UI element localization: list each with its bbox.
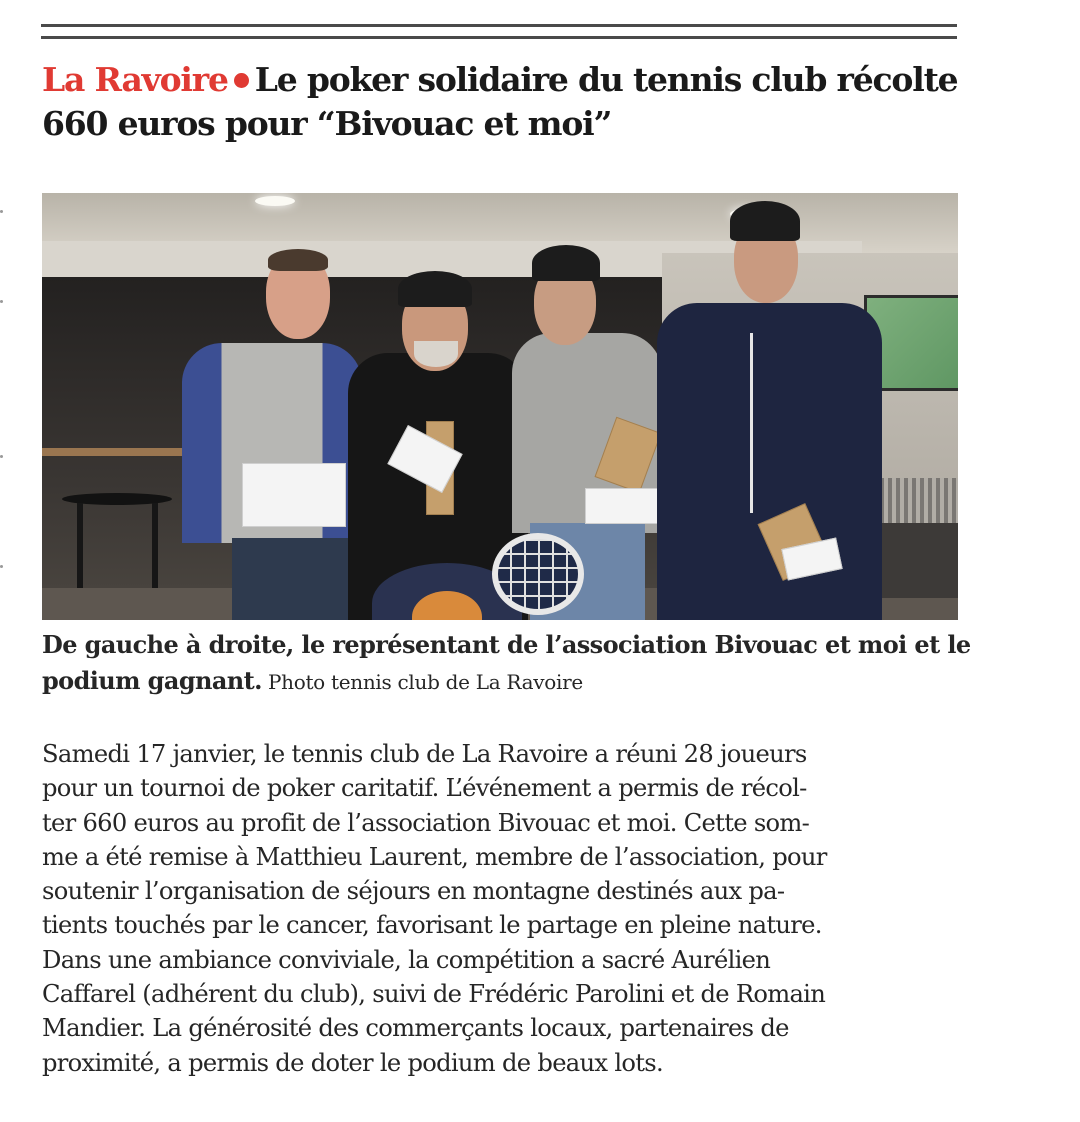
margin-mark [0,300,3,303]
ceiling-light [255,196,295,206]
body-line: tients touchés par le cancer, favorisant le partage en pleine nature. [42,911,822,940]
article-photo [42,193,958,620]
body-line: me a été remise à Matthieu Laurent, membre de l’association, pour [42,842,827,871]
body-line: Caffarel (adhérent du club), suivi de Frédéric Parolini et de Romain [42,980,826,1009]
article-headline [42,58,972,146]
photo-caption: De gauche à droite, le représentant de l’association Bivouac et moi et le podium gagnant. Photo tennis club de La Ravoire [42,630,971,695]
bullet-dot-icon [234,73,249,88]
top-rule-secondary [41,36,957,39]
margin-mark [0,455,3,458]
body-line: Samedi 17 janvier, le tennis club de La Ravoire a réuni 28 joueurs [42,740,807,768]
prize-box [242,463,346,527]
headline-title: Le poker solidaire du tennis club récolte 660 euros pour “Bivouac et moi” [42,60,958,143]
body-line: ter 660 euros au profit de l’association Bivouac et moi. Cette som- [42,808,810,837]
prize-envelope [585,488,659,524]
body-line: Mandier. La générosité des commerçants locaux, partenaires de [42,1014,789,1043]
margin-mark [0,565,3,568]
caption-text: De gauche à droite, le représentant de l’association Bivouac et moi et le podium gagnant [42,630,971,695]
margin-mark [0,210,3,213]
top-rule [41,24,957,27]
photo-credit: Photo tennis club de La Ravoire [261,670,583,694]
body-line: soutenir l’organisation de séjours en montagne destinés aux pa- [42,877,785,906]
body-line: pour un tournoi de poker caritatif. L’événement a permis de récol- [42,774,807,803]
article-body [42,737,972,1080]
body-line: proximité, a permis de doter le podium de beaux lots. [42,1048,663,1077]
tennis-racket-icon [492,533,584,615]
body-line: Dans une ambiance conviviale, la compétition a sacré Aurélien [42,945,771,974]
headline-kicker: La Ravoire [42,60,228,99]
